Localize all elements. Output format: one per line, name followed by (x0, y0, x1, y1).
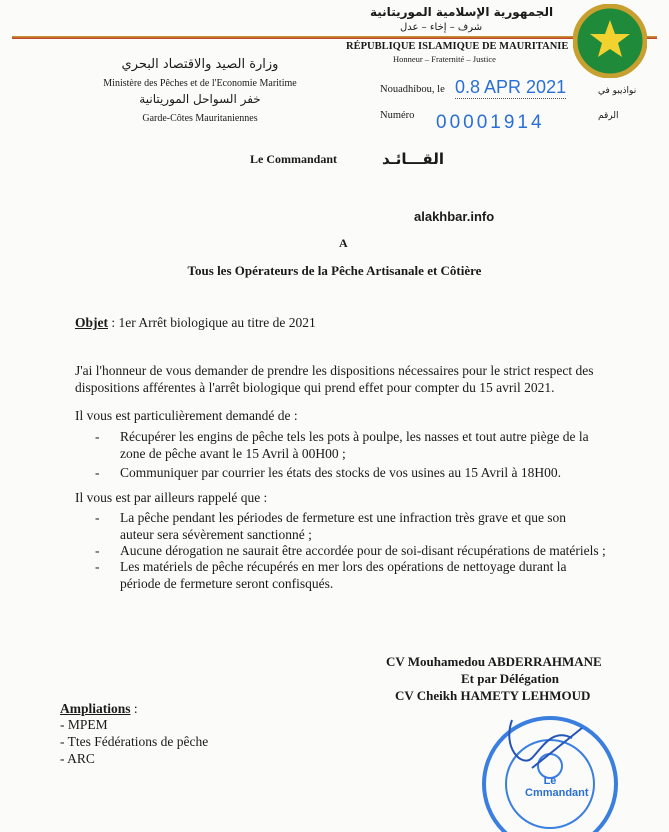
signature-line2: Et par Délégation (461, 671, 559, 686)
object-label: Objet (75, 315, 108, 330)
list3-item1-line1: La pêche pendant les périodes de fermeture est une infraction très grave et que son (120, 510, 567, 525)
ampliation-item: - ARC (60, 751, 95, 766)
list3-item3-line2: période de fermeture seront confisqués. (120, 576, 334, 591)
bullet: - (95, 559, 100, 574)
watermark: alakhbar.info (414, 209, 495, 224)
recipient-name: Tous les Opérateurs de la Pêche Artisanale et Côtière (187, 263, 482, 278)
service-ar: خفر السواحل الموريتانية (139, 92, 261, 106)
signature-line1: CV Mouhamedou ABDERRAHMANE (386, 654, 602, 669)
signature-line3: CV Cheikh HAMETY LEHMOUD (395, 688, 591, 703)
object-text: : 1er Arrêt biologique au titre de 2021 (108, 315, 316, 330)
para1-line2: dispositions afférentes à l'arrêt biologique qui prend effet pour compter du 15 avril 2021. (75, 380, 555, 395)
sender-fr: Le Commandant (250, 152, 338, 166)
intro2: Il vous est particulièrement demandé de : (75, 408, 298, 423)
ministry-fr: Ministère des Pêches et de l'Economie Maritime (103, 78, 297, 89)
republic-ar: الجمهورية الإسلامية الموريتانية (370, 5, 554, 19)
list3-item3-line1: Les matériels de pêche récupérés en mer lors des opérations de nettoyage durant la (120, 559, 567, 574)
place-label: Nouadhibou, le (380, 84, 445, 95)
bullet: - (95, 543, 100, 558)
ministry-ar: وزارة الصيد والاقتصاد البحري (121, 57, 279, 72)
service-fr: Garde-Côtes Mauritaniennes (142, 113, 258, 124)
list2-item1-line1: Récupérer les engins de pêche tels les pots à poulpe, les nasses et tout autre piège de la (120, 429, 589, 444)
date-stamp: 0.8 APR 2021 (455, 77, 567, 97)
official-stamp-icon (462, 708, 632, 832)
motto-fr: Honneur – Fraternité – Justice (393, 54, 496, 64)
stamp-center-text: Le Cmmandant (525, 775, 589, 799)
number-stamp: 00001914 (436, 112, 545, 133)
place-label-ar: نواذيبو في (598, 86, 637, 96)
ampliation-item: - Ttes Fédérations de pêche (60, 734, 209, 749)
motto-ar: شرف – إخاء – عدل (400, 22, 483, 33)
list2-item1-line2: zone de pêche avant le 15 Avril à 00H00 ; (120, 446, 346, 461)
ampliations-label: Ampliations (60, 701, 131, 716)
header-rule (12, 36, 657, 39)
bullet: - (95, 510, 100, 525)
bullet: - (95, 465, 100, 480)
list3-item1-line2: auteur sera sévèrement sanctionné ; (120, 527, 312, 542)
number-label-ar: الرقم (598, 111, 619, 121)
object-line (75, 315, 316, 331)
recipient-prefix: A (339, 236, 348, 250)
list3-item2: Aucune dérogation ne saurait être accordée pour de soi-disant récupérations de matériels ; (120, 543, 606, 558)
republic-fr: RÉPUBLIQUE ISLAMIQUE DE MAURITANIE (346, 41, 569, 52)
sender-ar: القـــائـد (382, 150, 445, 168)
intro3: Il vous est par ailleurs rappelé que : (75, 490, 268, 505)
para1-line1: J'ai l'honneur de vous demander de prendre les dispositions nécessaires pour le strict respect des (75, 363, 594, 378)
list2-item2: Communiquer par courrier les états des stocks de vos usines au 15 Avril à 18H00. (120, 465, 562, 480)
ampliation-item: - MPEM (60, 717, 108, 732)
coat-of-arms-icon (573, 4, 647, 78)
bullet: - (95, 429, 100, 444)
number-label: Numéro (380, 110, 415, 121)
ampliations-heading: Ampliations : (60, 701, 138, 716)
